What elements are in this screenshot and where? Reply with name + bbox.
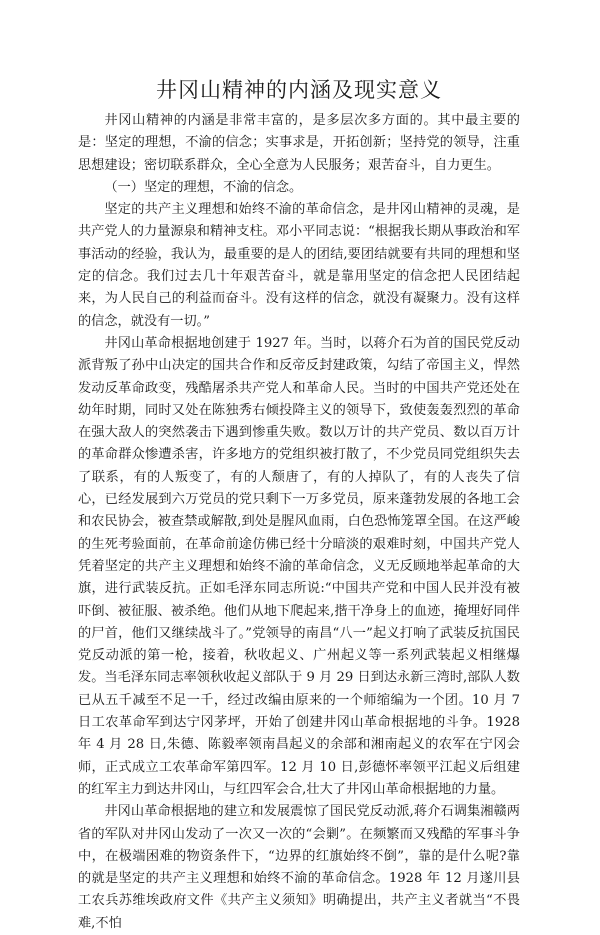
paragraph-encirclement: 井冈山革命根据地的建立和发展震惊了国民党反动派,蒋介石调集湘赣两省的军队对井冈山发动了一次又一次的“会剿”。在频繁而又残酷的军事斗争中，在极端困难的物资条件下，“边界的红旗始终不倒”，靠的是什么呢?靠的就是坚定的共产主义理想和始终不渝的革命信念。1928 年 12 月遂川县工农兵苏维埃政府文件《共产主义须知》明确提出，共产主义者就当“不畏难,不怕 xyxy=(78,804,520,931)
section-heading-ideals: （一）坚定的理想，不渝的信念。 xyxy=(104,179,303,195)
paragraph-ideals: 坚定的共产主义理想和始终不渝的革命信念，是井冈山精神的灵魂，是共产党人的力量源泉和精神支柱。邓小平同志说：“根据我长期从事政治和军事活动的经验，我认为，最重要的是人的团结,要团结就要有共同的理想和坚定的信念。我们过去几十年艰苦奋斗，就是靠用坚定的信念把人民团结起来，为人民自己的利益而奋斗。没有这样的信念，就没有凝聚力。没有这样的信念，就没有一切。” xyxy=(78,202,520,329)
document-page xyxy=(78,76,520,935)
paragraph-history: 井冈山革命根据地创建于 1927 年。当时，以蒋介石为首的国民党反动派背叛了孙中山决定的国共合作和反帝反封建政策，勾结了帝国主义，悍然发动反革命政变，残酷屠杀共产党人和革命人民。当时的中国共产党还处在幼年时期，同时又处在陈独秀右倾投降主义的领导下，致使轰轰烈烈的革命在强大敌人的突然袭击下遇到惨重失败。数以万计的共产党员、数以百万计的革命群众惨遭杀害，许多地方的党组织被打散了，不少党员同党组织失去了联系，有的人叛变了，有的人颓唐了，有的人掉队了，有的人丧失了信心，已经发展到六万党员的党只剩下一万多党员，原来蓬勃发展的各地工会和农民协会，被查禁或解散,到处是腥风血雨，白色恐怖笼罩全国。在这严峻的生死考验面前，在革命前途仿佛已经十分暗淡的艰难时刻，中国共产党人凭着坚定的共产主义理想和始终不渝的革命信念，义无反顾地举起革命的大旗，进行武装反抗。正如毛泽东同志所说:“中国共产党和中国人民并没有被吓倒、被征服、被杀绝。他们从地下爬起来,揩干净身上的血迹，掩埋好同伴的尸首，他们又继续战斗了。”党领导的南昌“八一”起义打响了武装反抗国民党反动派的第一枪，接着，秋收起义、广州起义等一系列武装起义相继爆发。当毛泽东同志率领秋收起义部队于 9 月 29 日到达永新三湾时,部队人数已从五千减至不足一千，经过改编由原来的一个师缩编为一个团。10 月 7 日工农革命军到达宁冈茅坪，开始了创建井冈山革命根据地的斗争。1928 年 4 月 28 日,朱德、陈毅率领南昌起义的余部和湘南起义的农军在宁冈会师，正式成立工农革命军第四军。12 月 10 日,彭德怀率领平江起义后组建的红军主力到达井冈山，与红四军会合,壮大了井冈山革命根据地的力量。 xyxy=(78,335,520,797)
paragraph-intro: 井冈山精神的内涵是非常丰富的，是多层次多方面的。其中最主要的是：坚定的理想，不渝的信念；实事求是，开拓创新；坚持党的领导，注重思想建设；密切联系群众，全心全意为人民服务；艰苦奋斗，自力更生。 xyxy=(78,113,520,173)
document-title: 井冈山精神的内涵及现实意义 xyxy=(156,78,442,102)
